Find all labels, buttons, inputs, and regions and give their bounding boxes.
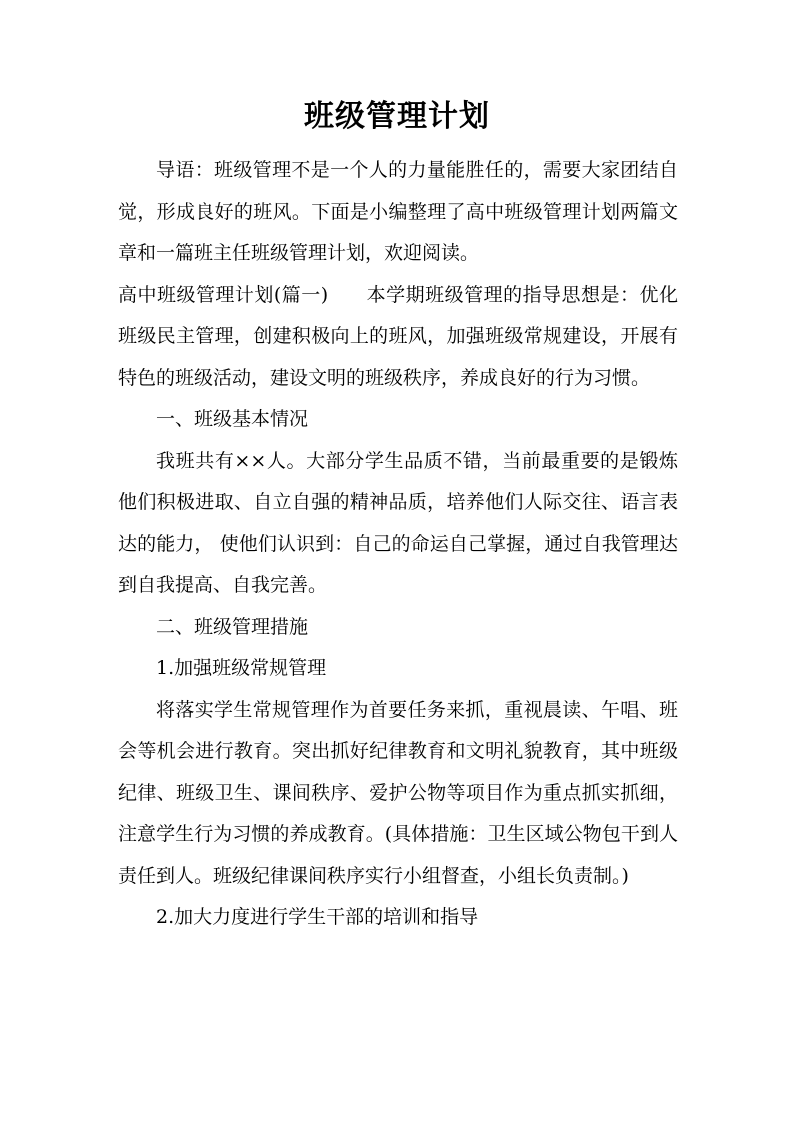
item-one-heading: 1.加强班级常规管理 xyxy=(156,657,327,679)
article-one-heading: 高中班级管理计划(篇一) xyxy=(118,283,329,306)
item-one-body: 将落实学生常规管理作为首要任务来抓，重视晨读、午唱、班会等机会进行教育。突出抓好纪律教育和文明礼貌教育，其中班级纪律、班级卫生、课间秩序、爱护公物等项目作为重点抓实抓细，注意学生行为习惯的养成教育。(具体措施：卫生区域公物包干到人责任到人。班级纪律课间秩序实行小组督查，小组长负责制。) xyxy=(118,698,678,887)
guiding-idea-text: 本学期班级管理的指导思想是：优化班级民主管理，创建积极向上的班风，加强班级常规建设，开展有特色的班级活动，建设文明的班级秩序，养成良好的行为习惯。 xyxy=(118,283,678,389)
document-body xyxy=(118,150,678,939)
document-title: 班级管理计划 xyxy=(304,99,490,134)
section-one-body: 我班共有××人。大部分学生品质不错，当前最重要的是锻炼他们积极进取、自立自强的精神品质，培养他们人际交往、语言表达的能力， 使他们认识到：自己的命运自己掌握，通过自我管理达到自我提高、自我完善。 xyxy=(118,449,678,596)
section-one-heading: 一、班级基本情况 xyxy=(156,408,309,430)
section-two-heading: 二、班级管理措施 xyxy=(156,615,309,638)
intro-paragraph: 导语：班级管理不是一个人的力量能胜任的，需要大家团结自觉，形成良好的班风。下面是小编整理了高中班级管理计划两篇文章和一篇班主任班级管理计划，欢迎阅读。 xyxy=(118,159,678,264)
item-two-heading: 2.加大力度进行学生干部的培训和指导 xyxy=(156,906,479,928)
article-one-paragraph xyxy=(118,275,678,400)
